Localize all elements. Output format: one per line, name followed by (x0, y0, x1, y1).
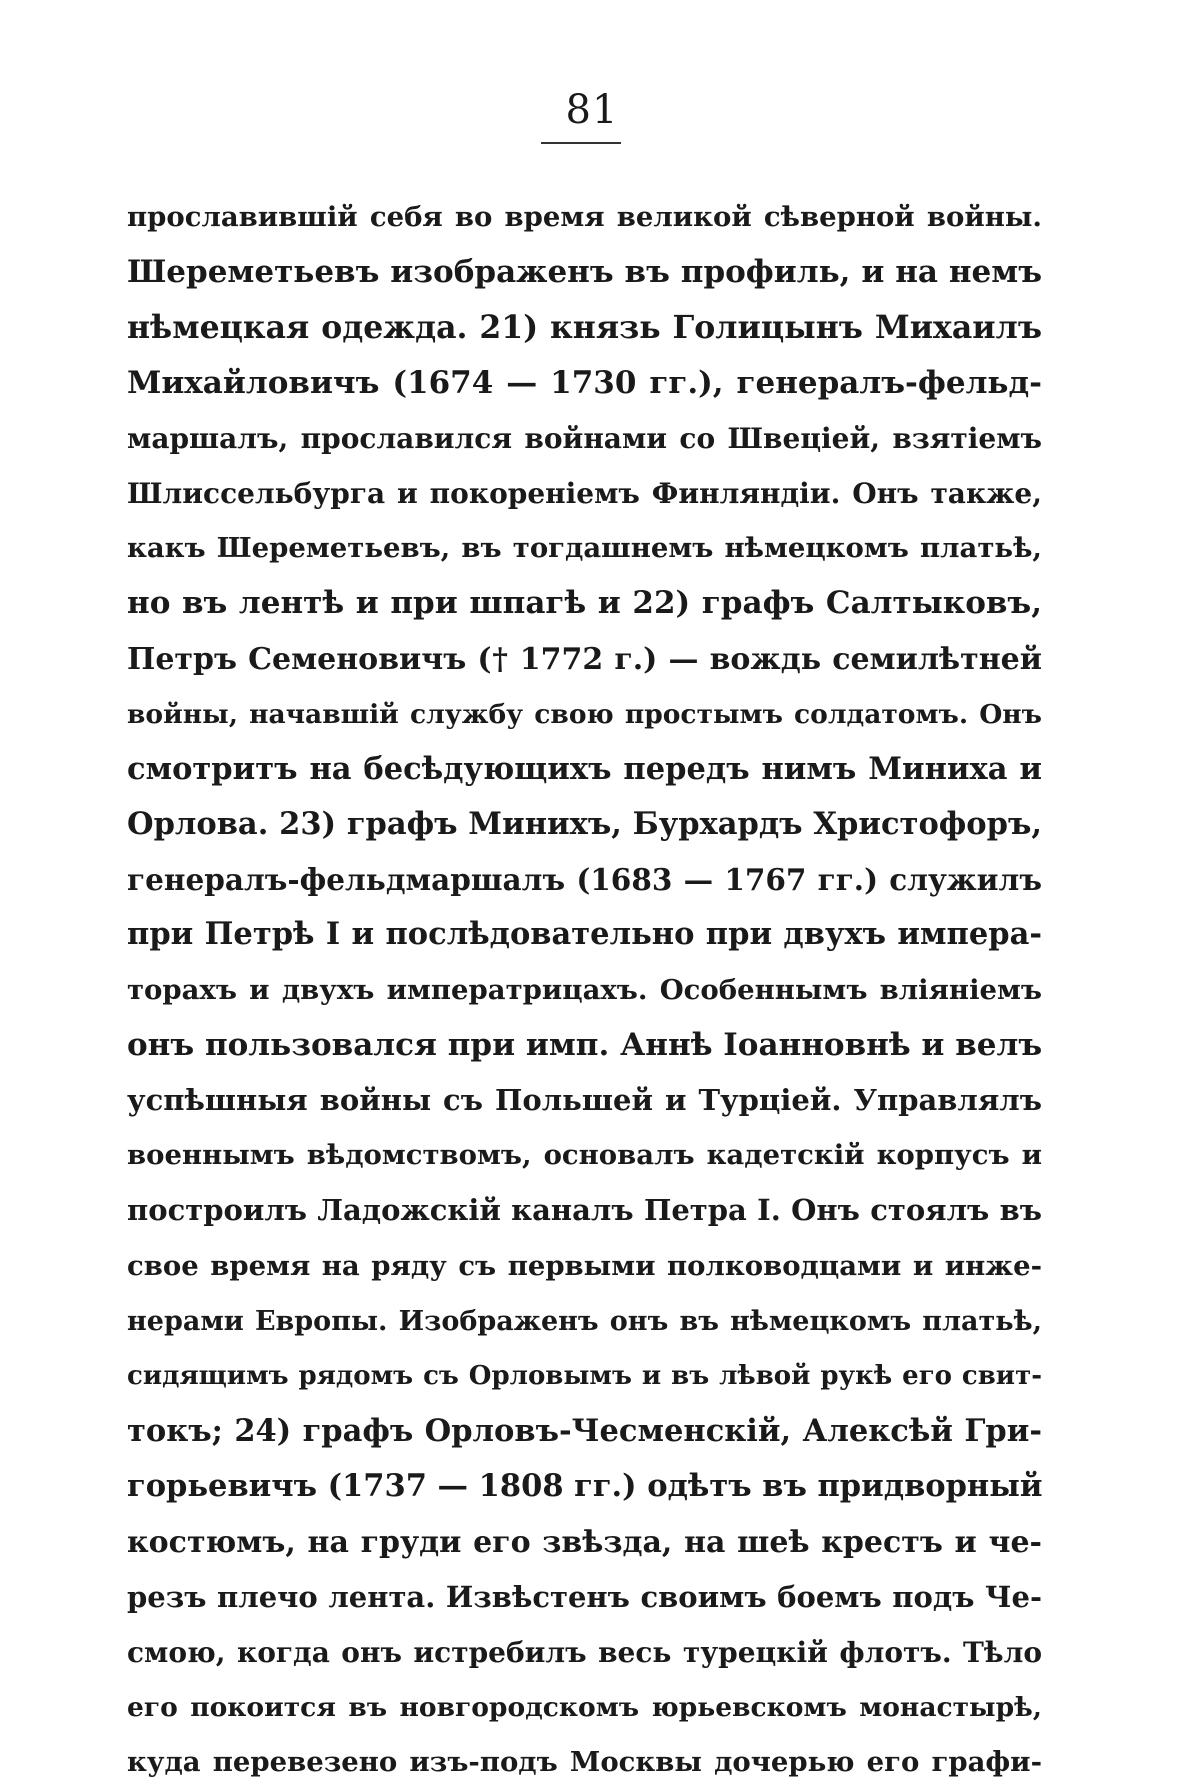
text-line: войны, начавшій службу свою простымъ солдатомъ. Онъ (127, 698, 1042, 730)
text-line: сидящимъ рядомъ съ Орловымъ и въ лѣвой рукѣ его свит- (127, 1360, 1042, 1391)
text-line: прославившій себя во время великой сѣверной войны. (127, 201, 1042, 233)
text-line: торахъ и двухъ императрицахъ. Особеннымъ вліяніемъ (127, 973, 1042, 1006)
text-line: костюмъ, на груди его звѣзда, на шеѣ крестъ и че- (127, 1524, 1042, 1560)
text-line: токъ; 24) графъ Орловъ-Чесменскій, Алексѣй Гри- (127, 1413, 1042, 1450)
body-text (127, 190, 1042, 1790)
text-line: Шлиссельбурга и покореніемъ Финляндіи. Онъ также, (127, 476, 1042, 510)
text-line: Михайловичъ (1674 — 1730 гг.), генералъ-фельд- (127, 364, 1042, 401)
text-line: куда перевезено изъ-подъ Москвы дочерью его графи- (127, 1746, 1042, 1779)
text-line: его покоится въ новгородскомъ юрьевскомъ монастырѣ, (127, 1692, 1042, 1724)
text-line: свое время на ряду съ первыми полководцами и инже- (127, 1249, 1042, 1282)
page-number: 81 (565, 87, 619, 133)
text-line: генералъ-фельдмаршалъ (1683 — 1767 гг.) служилъ (127, 862, 1042, 898)
text-line: онъ пользовался при имп. Аннѣ Іоанновнѣ и велъ (127, 1026, 1042, 1063)
page-number-rule (541, 142, 621, 144)
text-line: нерами Европы. Изображенъ онъ въ нѣмецкомъ платьѣ, (127, 1305, 1042, 1337)
text-line: построилъ Ладожскій каналъ Петра I. Онъ стоялъ въ (127, 1193, 1042, 1228)
text-line: но въ лентѣ и при шпагѣ и 22) графъ Салтыковъ, (127, 585, 1042, 622)
text-line: при Петрѣ I и послѣдовательно при двухъ импера- (127, 916, 1042, 953)
text-line: резъ плечо лента. Извѣстенъ своимъ боемъ подъ Че- (127, 1579, 1042, 1614)
text-line: какъ Шереметьевъ, въ тогдашнемъ нѣмецкомъ платьѣ, (127, 532, 1042, 565)
text-line: военнымъ вѣдомствомъ, основалъ кадетскій корпусъ и (127, 1139, 1042, 1172)
text-line: Петръ Семеновичъ († 1772 г.) — вождь семилѣтней (127, 641, 1042, 677)
text-line: Шереметьевъ изображенъ въ профиль, и на немъ (127, 254, 1042, 291)
text-line: нѣмецкая одежда. 21) князь Голицынъ Михаилъ (127, 309, 1042, 347)
text-line: Орлова. 23) графъ Минихъ, Бурхардъ Христофоръ, (127, 806, 1042, 843)
text-line: смотритъ на бесѣдующихъ передъ нимъ Миниха и (127, 750, 1042, 787)
text-line: успѣшныя войны съ Польшей и Турціей. Управлялъ (127, 1083, 1042, 1117)
text-line: смою, когда онъ истребилъ весь турецкій флотъ. Тѣло (127, 1635, 1042, 1669)
text-line: горьевичъ (1737 — 1808 гг.) одѣтъ въ придворный (127, 1468, 1042, 1505)
text-line: маршалъ, прославился войнами со Швеціей, взятіемъ (127, 421, 1042, 455)
